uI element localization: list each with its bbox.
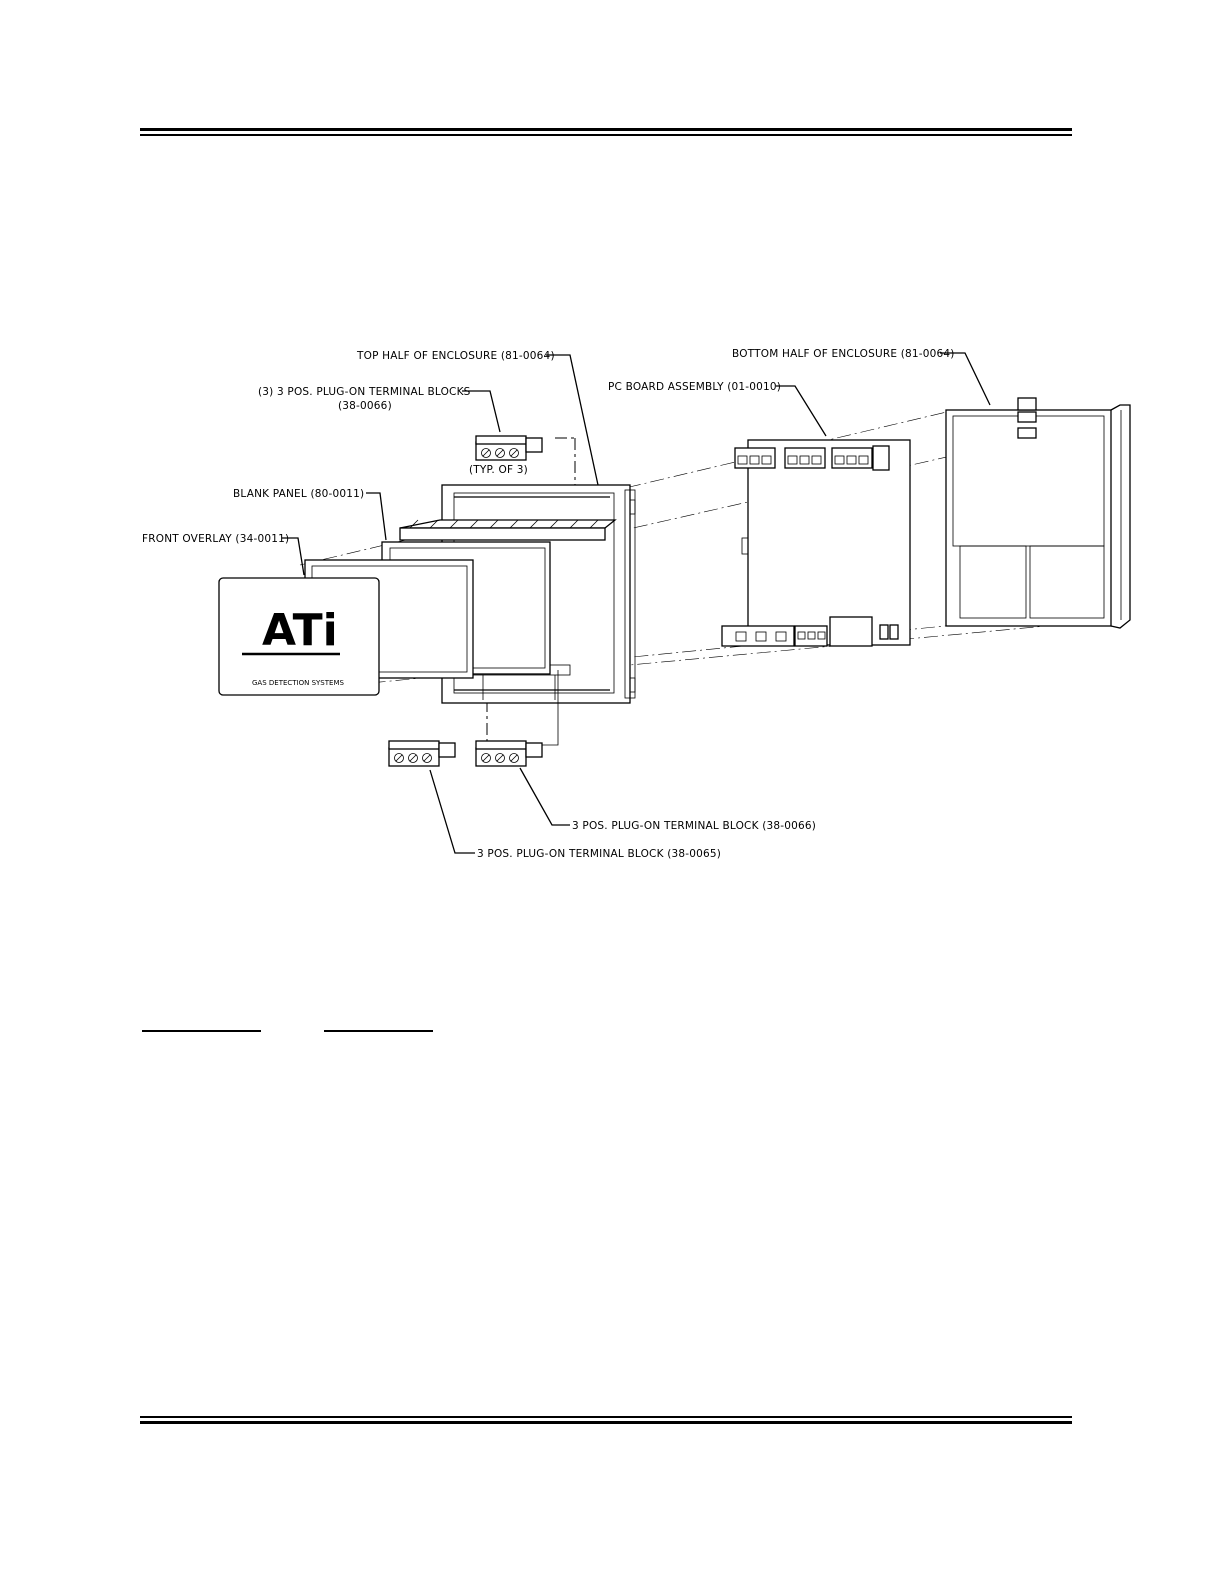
terminal-block-top: [476, 436, 542, 460]
ati-logo: ATi: [262, 605, 338, 656]
footer-rule-thin: [140, 1416, 1072, 1418]
front-overlay: [219, 578, 379, 695]
footer-rule-thick: [140, 1421, 1072, 1424]
underline-left: [142, 1030, 261, 1032]
terminal-block-0066: [476, 741, 542, 766]
enclosure-bottom-half: [946, 398, 1130, 628]
overlay-tagline: GAS DETECTION SYSTEMS: [252, 679, 344, 687]
terminal-block-0065: [389, 741, 455, 766]
underline-right: [324, 1030, 433, 1032]
label-terminal-blocks-part: (38-0066): [338, 400, 392, 412]
label-top-half: TOP HALF OF ENCLOSURE (81-0064): [357, 350, 555, 362]
label-pc-board: PC BOARD ASSEMBLY (01-0010): [608, 381, 782, 393]
label-typ: (TYP. OF 3): [469, 464, 528, 476]
label-bottom-half: BOTTOM HALF OF ENCLOSURE (81-0064): [732, 348, 955, 360]
label-block-0066: 3 POS. PLUG-ON TERMINAL BLOCK (38-0066): [572, 820, 817, 832]
pc-board-assembly: [722, 440, 910, 646]
label-blank-panel: BLANK PANEL (80-0011): [233, 488, 365, 500]
label-front-overlay: FRONT OVERLAY (34-0011): [142, 533, 290, 545]
label-block-0065: 3 POS. PLUG-ON TERMINAL BLOCK (38-0065): [477, 848, 722, 860]
board-top-connectors: [735, 446, 889, 470]
label-terminal-blocks: (3) 3 POS. PLUG-ON TERMINAL BLOCKS: [258, 386, 471, 398]
